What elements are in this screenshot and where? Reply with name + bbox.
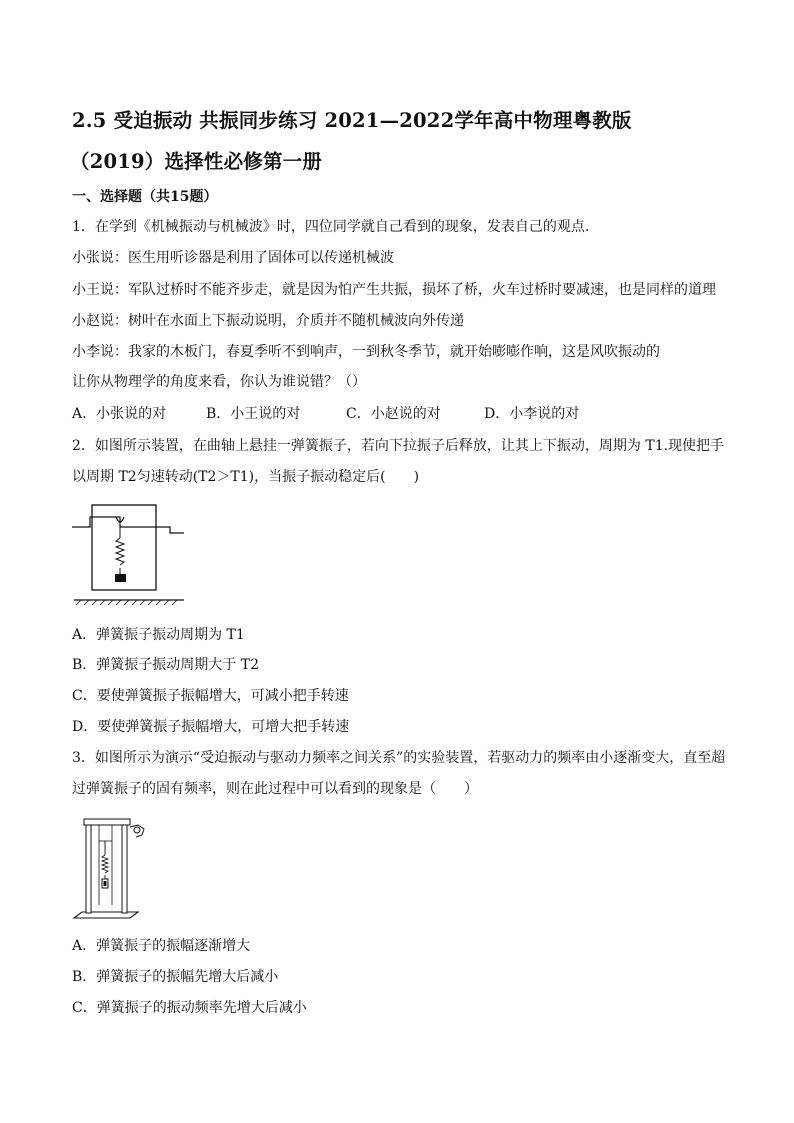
q3-option-b[interactable]: B．弹簧振子的振幅先增大后减小 [72, 969, 279, 985]
q1-option-b[interactable]: B．小王说的对 [206, 406, 301, 422]
q2-option-c[interactable]: C．要使弹簧振子振幅增大，可减小把手转速 [72, 688, 349, 704]
q2-stem-line-2: 以周期 T2匀速转动(T2＞T1)，当振子振动稳定后( ) [72, 469, 420, 485]
q1-stem: 1．在学到《机械振动与机械波》时，四位同学就自己看到的现象，发表自己的观点. [72, 219, 590, 235]
q3-stem-line-1: 3．如图所示为演示“受迫振动与驱动力频率之间关系”的实验装置，若驱动力的频率由小逐渐变大，直至超 [72, 750, 726, 766]
q1-zhang: 小张说：医生用听诊器是利用了固体可以传递机械波 [72, 250, 394, 266]
q1-options [72, 405, 579, 423]
q1-option-a[interactable]: A．小张说的对 [72, 406, 167, 422]
q1-option-c[interactable]: C．小赵说的对 [346, 406, 441, 422]
q2-crank-spring-figure [72, 503, 190, 605]
q3-stem-line-2: 过弹簧振子的固有频率，则在此过程中可以看到的现象是（ ） [72, 781, 478, 797]
q3-apparatus-figure [72, 815, 154, 923]
q2-stem-line-1: 2．如图所示装置，在曲轴上悬挂一弹簧振子，若向下拉振子后释放，让其上下振动，周期为 T1.现使把手 [72, 438, 725, 454]
q3-option-c[interactable]: C．弹簧振子的振动频率先增大后减小 [72, 1000, 307, 1016]
q1-li: 小李说：我家的木板门，春夏季听不到响声，一到秋冬季节，就开始嘭嘭作响，这是风吹振动的 [72, 344, 660, 360]
q1-wang: 小王说：军队过桥时不能齐步走，就是因为怕产生共振，损坏了桥，火车过桥时要减速，也是同样的道理 [72, 282, 716, 298]
q1-zhao: 小赵说：树叶在水面上下振动说明，介质并不随机械波向外传递 [72, 313, 464, 329]
document-title-line-1: 2.5 受迫振动 共振同步练习 2021—2022学年高中物理粤教版 [72, 109, 632, 132]
q1-ask: 让你从物理学的角度来看，你认为谁说错？（） [72, 374, 366, 390]
q1-option-d[interactable]: D．小李说的对 [484, 406, 580, 422]
q2-option-a[interactable]: A．弹簧振子振动周期为 T1 [72, 627, 245, 643]
section-heading: 一、选择题（共15题） [72, 189, 218, 205]
q3-option-a[interactable]: A．弹簧振子的振幅逐渐增大 [72, 938, 251, 954]
document-title-line-2: （2019）选择性必修第一册 [70, 150, 323, 173]
q2-option-d[interactable]: D．要使弹簧振子振幅增大，可增大把手转速 [72, 719, 350, 735]
q2-option-b[interactable]: B．弹簧振子振动周期大于 T2 [72, 657, 259, 673]
